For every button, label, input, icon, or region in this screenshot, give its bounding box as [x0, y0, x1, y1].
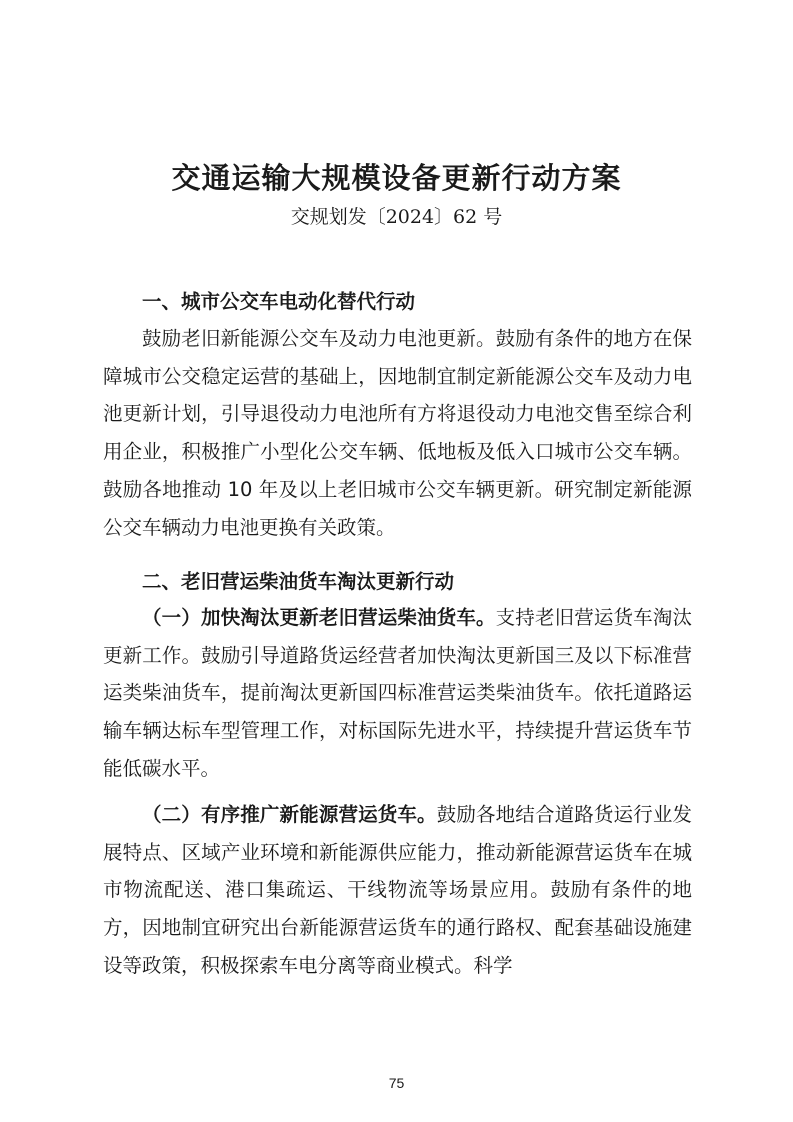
item-2-bold-lead: （二）有序推广新能源营运货车。	[142, 803, 437, 826]
section-2-item-1-paragraph	[103, 599, 692, 788]
item-2-text: 鼓励各地结合道路货运行业发展特点、区域产业环境和新能源供应能力，推动新能源营运货车在城市物流配送、港口集疏运、干线物流等场景应用。鼓励有条件的地方，因地制宜研究出台新能源营运货车的通行路权、配套基础设施建设等政策，积极探索车电分离等商业模式。科学	[103, 803, 692, 977]
item-1-bold-lead: （一）加快淘汰更新老旧营运柴油货车。	[142, 606, 496, 629]
section-2-item-2-paragraph	[103, 796, 692, 985]
section-1-paragraph: 鼓励老旧新能源公交车及动力电池更新。鼓励有条件的地方在保障城市公交稳定运营的基础上，因地制宜制定新能源公交车及动力电池更新计划，引导退役动力电池所有方将退役动力电池交售至综合利用企业，积极推广小型化公交车辆、低地板及低入口城市公交车辆。鼓励各地推动 10 年及以上老旧城市公交车辆更新。研究制定新能源公交车辆动力电池更换有关政策。	[103, 327, 692, 539]
document-title: 交通运输大规模设备更新行动方案	[171, 161, 622, 195]
document-number: 交规划发〔2024〕62 号	[290, 206, 503, 228]
page-number: 75	[388, 1075, 405, 1091]
section-heading-1: 一、城市公交车电动化替代行动	[142, 290, 416, 313]
section-heading-2: 二、老旧营运柴油货车淘汰更新行动	[142, 570, 455, 593]
item-1-text: 支持老旧营运货车淘汰更新工作。鼓励引导道路货运经营者加快淘汰更新国三及以下标准营运类柴油货车，提前淘汰更新国四标准营运类柴油货车。依托道路运输车辆达标车型管理工作，对标国际先进水平，持续提升营运货车节能低碳水平。	[103, 606, 692, 780]
